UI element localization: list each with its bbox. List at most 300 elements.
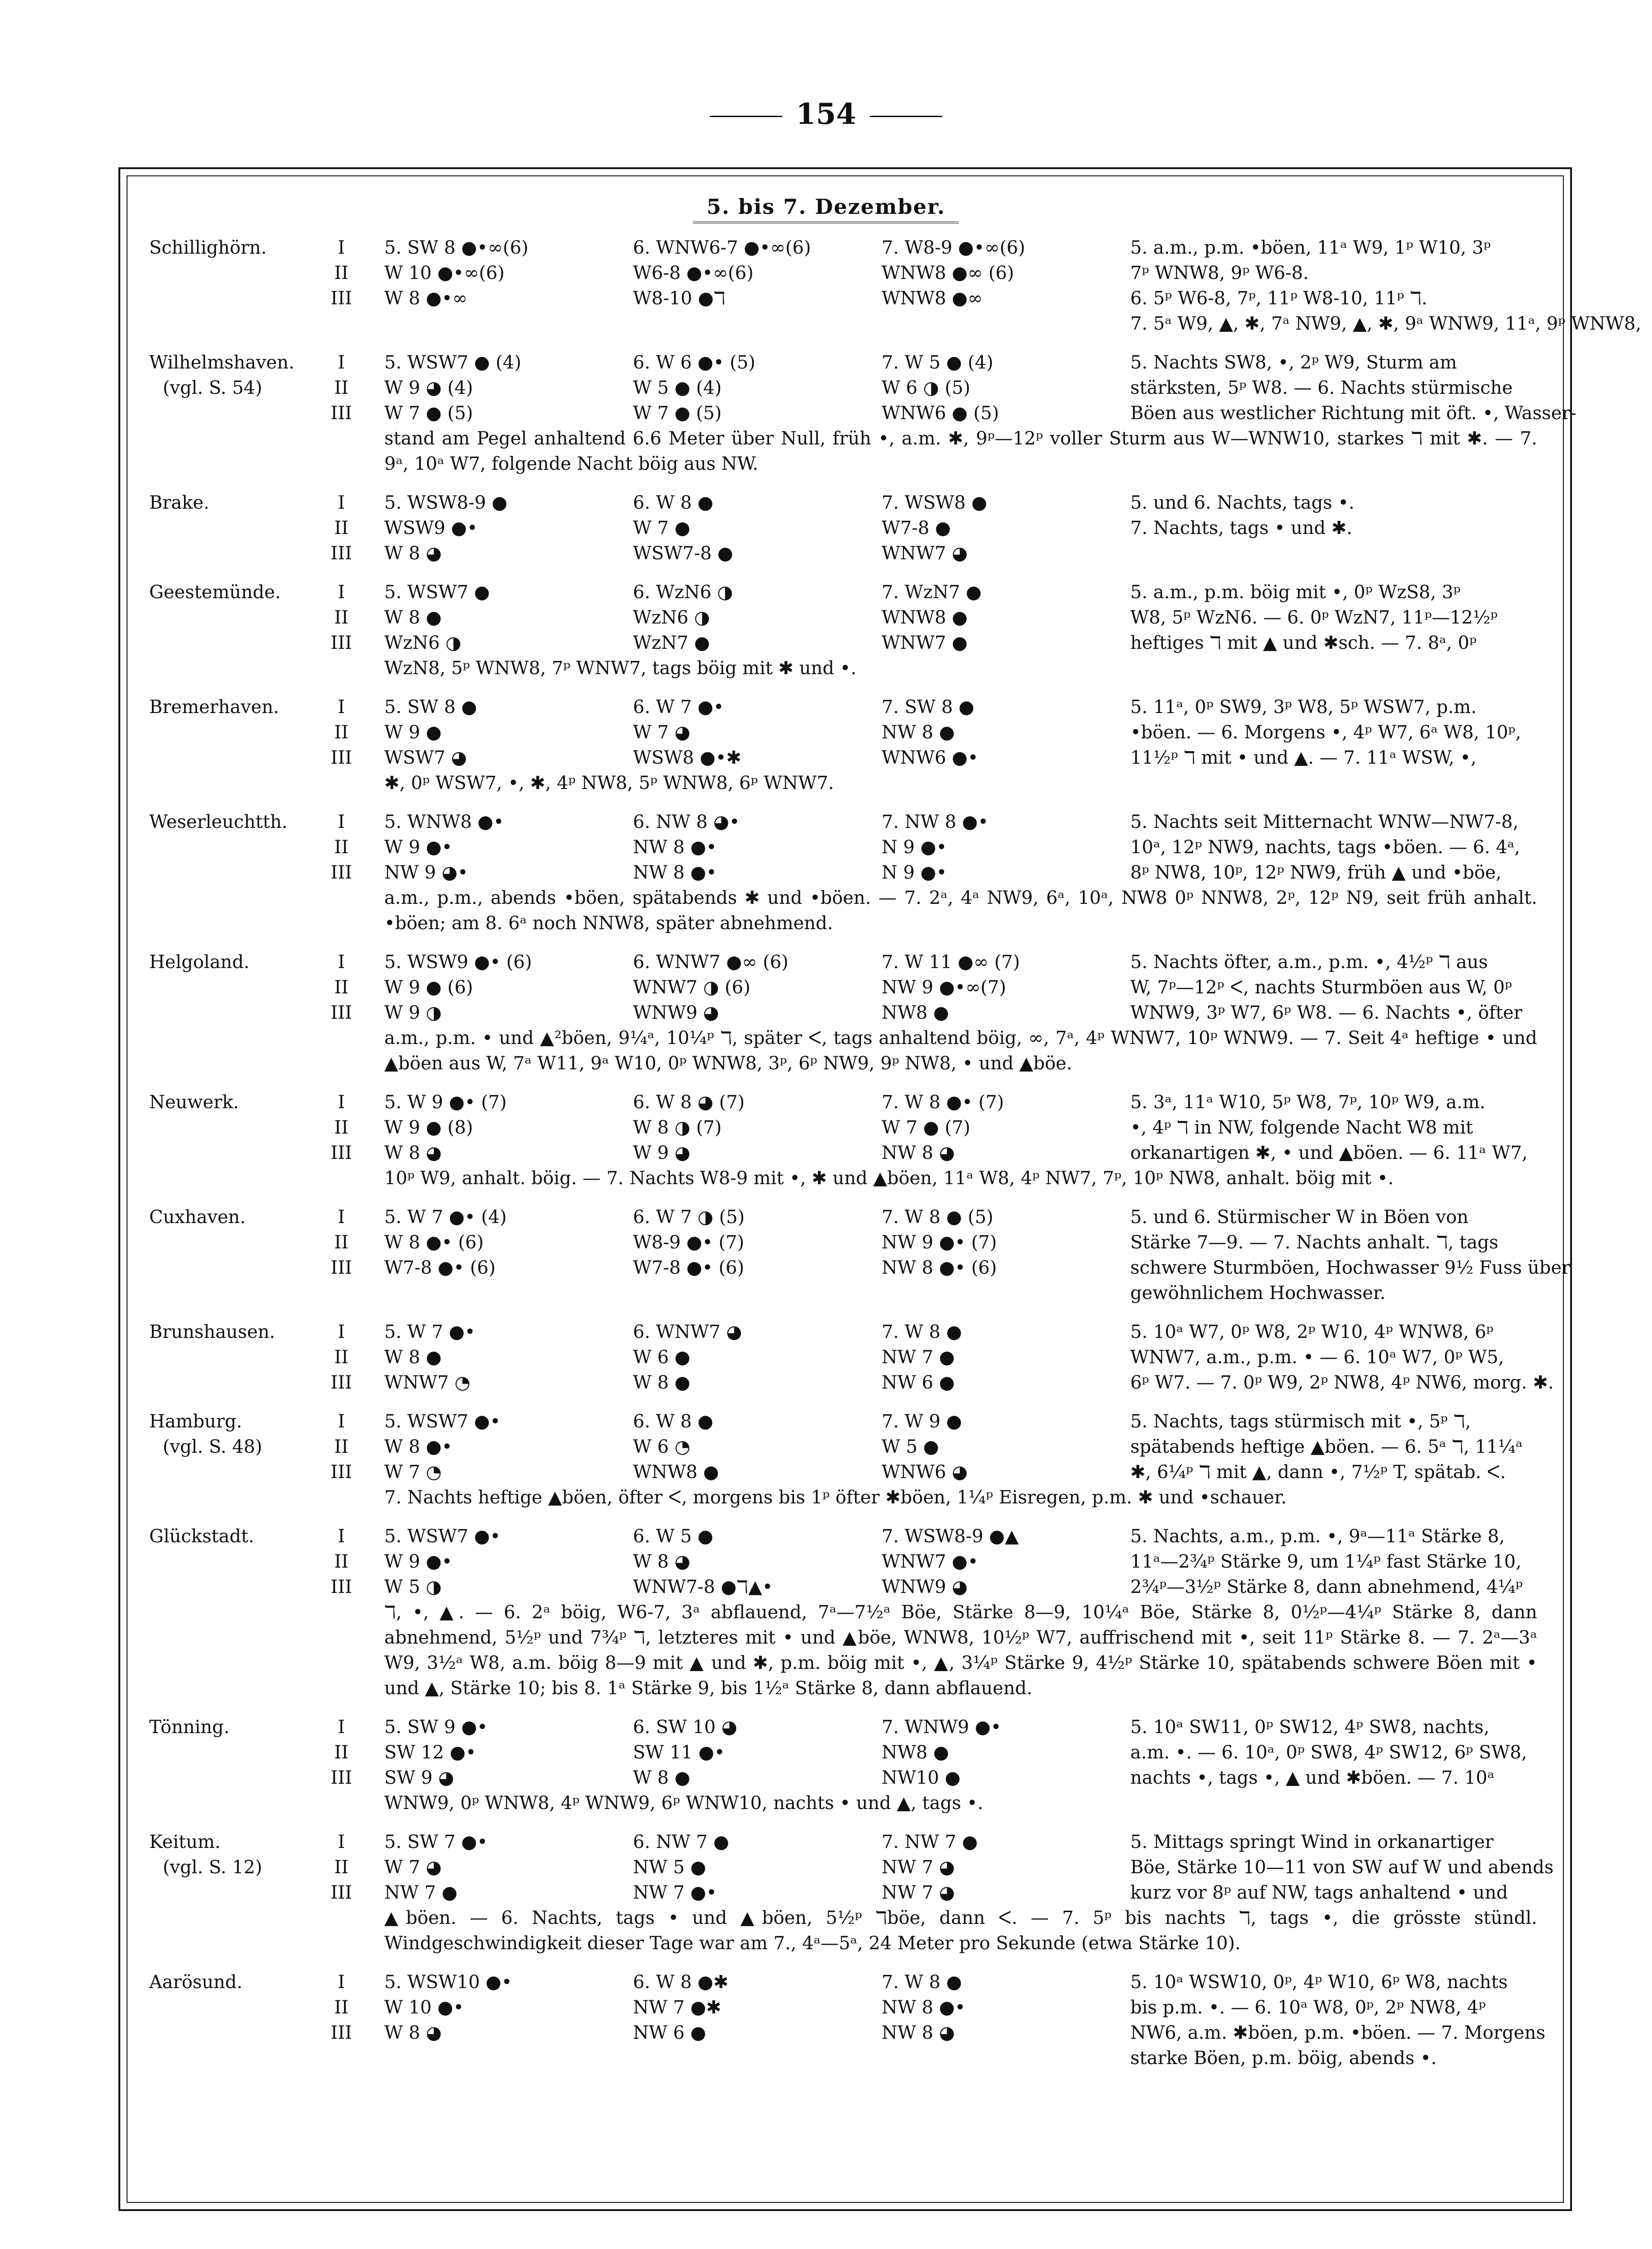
observation-term: II (334, 263, 349, 283)
observation-term: III (330, 1002, 352, 1023)
observation-term: III (330, 543, 352, 564)
remarks-text: 5. a.m., p.m. böig mit •, 0ᵖ WzS8, 3ᵖ (1130, 582, 1461, 603)
remarks-text: spätabends heftige ▲böen. — 6. 5ᵃ ℸ, 11¼ᵃ (1130, 1436, 1523, 1457)
observation-row (149, 975, 1555, 1000)
observation-term: I (338, 352, 345, 373)
day-6-reading: 6. W 5 ● (633, 1526, 713, 1547)
observation-term: I (338, 1832, 345, 1852)
remarks-text: 5. 10ᵃ WSW10, 0ᵖ, 4ᵖ W10, 6ᵖ W8, nachts (1130, 1972, 1508, 1993)
observation-term: I (338, 492, 345, 513)
day-6-reading: W 7 ● (5) (633, 403, 722, 424)
observation-term: I (338, 237, 345, 258)
station-block (149, 580, 1555, 681)
day-5-reading: 5. WSW8-9 ● (384, 492, 508, 513)
day-7-reading: NW 7 ◕ (882, 1882, 955, 1903)
station-name: Brunshausen. (149, 1322, 275, 1342)
observation-row (149, 1345, 1555, 1370)
day-7-reading: 7. WNW9 ●• (882, 1717, 1001, 1738)
day-7-reading: 7. W 8 ●• (7) (882, 1092, 1004, 1113)
day-7-reading: WNW8 ● (882, 607, 968, 628)
day-6-reading: 6. W 6 ●• (5) (633, 352, 755, 373)
remarks-text: ✱, 6¼ᵖ ℸ mit ▲, dann •, 7½ᵖ T, spätab. ᐸ. (1130, 1462, 1506, 1483)
remarks-text: 7ᵖ WNW8, 9ᵖ W6-8. (1130, 263, 1309, 283)
remarks-continuation: ℸ, •, ▲. — 6. 2ᵃ böig, W6-7, 3ᵃ abflauend, 7ᵃ—7½ᵃ Böe, Stärke 8—9, 10¼ᵃ Böe, Stärke 8, 0½ᵖ—4¼ᵖ Stärke 8, dann abnehmend, 5½ᵖ und 7¾ᵖ ℸ, letzteres mit • und ▲böe, WNW8, 10½ᵖ W7, auffrischend mit •, seit 11ᵖ Stärke 8. — 7. 2ᵃ—3ᵃ W9, 3½ᵃ W8, a.m. böig 8—9 mit ▲ und ✱, p.m. böig mit •, ▲, 3¼ᵖ Stärke 9, 4½ᵖ Stärke 10, spätabends schwere Böen mit • und ▲, Stärke 10; bis 8. 1ᵃ Stärke 9, bis 1½ᵃ Stärke 8, dann abflauend. (384, 1602, 1537, 1699)
day-6-reading: W 6 ◔ (633, 1436, 690, 1457)
day-5-reading: NW 9 ◕• (384, 862, 468, 883)
remarks-continuation: a.m., p.m., abends •böen, spätabends ✱ und •böen. — 7. 2ᵃ, 4ᵃ NW9, 6ᵃ, 10ᵃ, NW8 0ᵖ NNW8, 2ᵖ, 12ᵖ N9, seit früh anhalt. •böen; am 8. 6ᵃ noch NNW8, später abnehmend. (384, 888, 1537, 934)
remarks-text: WNW7, a.m., p.m. • — 6. 10ᵃ W7, 0ᵖ W5, (1130, 1347, 1504, 1368)
day-6-reading: 6. W 7 ●• (633, 697, 724, 718)
day-6-reading: SW 11 ●• (633, 1742, 725, 1763)
day-6-reading: W7-8 ●• (6) (633, 1257, 745, 1278)
day-6-reading: 6. SW 10 ◕ (633, 1717, 737, 1738)
day-5-reading: W 9 ● (384, 722, 442, 743)
station-name: Glückstadt. (149, 1526, 254, 1547)
day-7-reading: WNW7 ● (882, 633, 968, 653)
station-block (149, 1090, 1555, 1191)
day-5-reading: SW 12 ●• (384, 1742, 477, 1763)
day-6-reading: NW 7 ●• (633, 1882, 717, 1903)
observation-row (149, 515, 1555, 541)
day-7-reading: N 9 ●• (882, 862, 947, 883)
day-6-reading: 6. W 8 ● (633, 1411, 713, 1432)
remarks-text: 5. und 6. Nachts, tags •. (1130, 492, 1355, 513)
day-6-reading: W 9 ◕ (633, 1143, 690, 1163)
day-5-reading: 5. WNW8 ●• (384, 812, 504, 832)
day-5-reading: W 9 ◕ (4) (384, 378, 473, 398)
station-name: Weserleuchtth. (149, 812, 288, 832)
observation-term: II (334, 1117, 349, 1138)
station-name: Hamburg. (149, 1411, 242, 1432)
day-5-reading: 5. SW 8 ●•∞(6) (384, 237, 529, 258)
day-7-reading: W 6 ◑ (5) (882, 378, 971, 398)
day-5-reading: W 9 ◑ (384, 1002, 442, 1023)
observation-term: II (334, 722, 349, 743)
day-5-reading: NW 7 ● (384, 1882, 458, 1903)
day-7-reading: NW 8 ◕ (882, 1143, 955, 1163)
station-block (149, 235, 1642, 336)
observation-row (149, 490, 1555, 515)
remarks-text: a.m. •. — 6. 10ᵃ, 0ᵖ SW8, 4ᵖ SW12, 6ᵖ SW8, (1130, 1742, 1527, 1763)
observation-term: III (330, 1143, 352, 1163)
day-5-reading: 5. WSW7 ● (4) (384, 352, 521, 373)
observation-row (149, 286, 1555, 311)
day-6-reading: W 8 ◑ (7) (633, 1117, 722, 1138)
day-6-reading: WNW8 ● (633, 1462, 719, 1483)
day-6-reading: 6. NW 8 ◕• (633, 812, 740, 832)
observation-row (149, 260, 1555, 286)
remarks-text: 8ᵖ NW8, 10ᵖ, 12ᵖ NW9, früh ▲ und •böe, (1130, 862, 1502, 883)
day-6-reading: W 7 ◕ (633, 722, 690, 743)
observation-term: III (330, 1257, 352, 1278)
day-6-reading: NW 8 ●• (633, 862, 717, 883)
observation-row (149, 630, 1555, 656)
observation-row (149, 950, 1555, 975)
observation-row (149, 375, 1555, 401)
day-7-reading: W7-8 ● (882, 518, 951, 539)
remarks-text: Böe, Stärke 10—11 von SW auf W und abends (1130, 1857, 1554, 1878)
remarks-text: 5. Nachts, a.m., p.m. •, 9ᵃ—11ᵃ Stärke 8, (1130, 1526, 1505, 1547)
day-7-reading: 7. NW 8 ●• (882, 812, 989, 832)
station-name: Aarösund. (149, 1972, 243, 1993)
station-block (149, 1319, 1555, 1395)
day-6-reading: WSW7-8 ● (633, 543, 733, 564)
station-table (149, 235, 1642, 2084)
observation-row (149, 1230, 1555, 1255)
observation-row (149, 1715, 1555, 1740)
day-7-reading: NW8 ● (882, 1002, 949, 1023)
remarks-text: heftiges ℸ mit ▲ und ✱sch. — 7. 8ᵃ, 0ᵖ (1130, 633, 1477, 653)
remarks-text: WNW9, 3ᵖ W7, 6ᵖ W8. — 6. Nachts •, öfter (1130, 1002, 1523, 1023)
station-name: Geestemünde. (149, 582, 281, 603)
day-5-reading: W 8 ● (384, 607, 442, 628)
day-5-reading: W 7 ◕ (384, 1857, 442, 1878)
day-5-reading: W 9 ●• (384, 1551, 453, 1572)
section-title (0, 194, 1652, 219)
observation-term: II (334, 607, 349, 628)
remarks-text: 5. 11ᵃ, 0ᵖ SW9, 3ᵖ W8, 5ᵖ WSW7, p.m. (1130, 697, 1477, 718)
day-6-reading: 6. WNW7 ◕ (633, 1322, 742, 1342)
day-7-reading: N 9 ●• (882, 837, 947, 858)
remarks-text: 5. Nachts, tags stürmisch mit •, 5ᵖ ℸ, (1130, 1411, 1471, 1432)
day-6-reading: WNW9 ◕ (633, 1002, 719, 1023)
observation-term: I (338, 582, 345, 603)
station-block (149, 1829, 1555, 1956)
day-6-reading: W6-8 ●•∞(6) (633, 263, 754, 283)
observation-row (149, 2046, 1555, 2071)
observation-row (149, 745, 1555, 770)
header-rule-right (870, 116, 942, 117)
observation-term: II (334, 1347, 349, 1368)
day-7-reading: 7. SW 8 ● (882, 697, 975, 718)
station-reference: (vgl. S. 54) (163, 378, 262, 398)
remarks-text: 6ᵖ W7. — 7. 0ᵖ W9, 2ᵖ NW8, 4ᵖ NW6, morg. ✱. (1130, 1372, 1554, 1393)
day-7-reading: NW10 ● (882, 1767, 961, 1788)
observation-row (149, 1000, 1555, 1025)
observation-term: III (330, 633, 352, 653)
day-5-reading: WSW7 ◕ (384, 747, 467, 768)
remarks-text: gewöhnlichem Hochwasser. (1130, 1283, 1386, 1304)
day-7-reading: NW 6 ● (882, 1372, 955, 1393)
day-6-reading: 6. NW 7 ● (633, 1832, 729, 1852)
remarks-text: Stärke 7—9. — 7. Nachts anhalt. ℸ, tags (1130, 1232, 1499, 1253)
day-6-reading: W 8 ◕ (633, 1551, 690, 1572)
remarks-text: 5. Nachts SW8, •, 2ᵖ W9, Sturm am (1130, 352, 1457, 373)
observation-row (149, 1829, 1555, 1855)
remarks-text: nachts •, tags •, ▲ und ✱böen. — 7. 10ᵃ (1130, 1767, 1495, 1788)
observation-row (149, 1319, 1555, 1345)
station-name: Wilhelmshaven. (149, 352, 295, 373)
day-7-reading: NW 9 ●•∞(7) (882, 977, 1006, 998)
remarks-text: 5. Mittags springt Wind in orkanartiger (1130, 1832, 1494, 1852)
observation-row (149, 1205, 1555, 1230)
day-7-reading: NW 8 ◕ (882, 2022, 955, 2043)
observation-row (149, 580, 1555, 605)
observation-term: III (330, 1577, 352, 1597)
observation-term: III (330, 403, 352, 424)
observation-term: I (338, 1526, 345, 1547)
remarks-text: 6. 5ᵖ W6-8, 7ᵖ, 11ᵖ W8-10, 11ᵖ ℸ. (1130, 288, 1427, 309)
day-7-reading: NW 9 ●• (7) (882, 1232, 997, 1253)
day-6-reading: 6. W 7 ◑ (5) (633, 1207, 745, 1228)
day-7-reading: 7. NW 7 ● (882, 1832, 978, 1852)
remarks-text: 11ᵃ—2¾ᵖ Stärke 9, um 1¼ᵖ fast Stärke 10, (1130, 1551, 1522, 1572)
day-5-reading: 5. W 7 ●• (4) (384, 1207, 507, 1228)
remarks-text: 5. 10ᵃ SW11, 0ᵖ SW12, 4ᵖ SW8, nachts, (1130, 1717, 1490, 1738)
observation-term: II (334, 1232, 349, 1253)
observation-term: I (338, 1207, 345, 1228)
day-5-reading: W 8 ◕ (384, 2022, 442, 2043)
observation-term: III (330, 1767, 352, 1788)
day-5-reading: W 7 ◔ (384, 1462, 442, 1483)
station-reference: (vgl. S. 48) (163, 1436, 262, 1457)
remarks-text: 5. und 6. Stürmischer W in Böen von (1130, 1207, 1469, 1228)
observation-term: III (330, 288, 352, 309)
remarks-text: 7. 5ᵃ W9, ▲, ✱, 7ᵃ NW9, ▲, ✱, 9ᵃ WNW9, 11ᵃ, 9ᵖ WNW8, (1130, 313, 1642, 334)
day-7-reading: WNW8 ●∞ (882, 288, 983, 309)
remarks-text: •böen. — 6. Morgens •, 4ᵖ W7, 6ᵃ W8, 10ᵖ, (1130, 722, 1521, 743)
day-6-reading: 6. W 8 ●✱ (633, 1972, 729, 1993)
day-7-reading: 7. W 11 ●∞ (7) (882, 952, 1020, 973)
remarks-text: starke Böen, p.m. böig, abends •. (1130, 2048, 1437, 2069)
remarks-text: bis p.m. •. — 6. 10ᵃ W8, 0ᵖ, 2ᵖ NW8, 4ᵖ (1130, 1997, 1486, 2018)
observation-row (149, 1765, 1555, 1791)
day-5-reading: W 7 ● (5) (384, 403, 473, 424)
observation-term: III (330, 1882, 352, 1903)
day-6-reading: NW 7 ●✱ (633, 1997, 722, 2018)
remarks-continuation: 7. Nachts heftige ▲böen, öfter ᐸ, morgens bis 1ᵖ öfter ✱böen, 1¼ᵖ Eisregen, p.m. ✱ und •schauer. (384, 1487, 1287, 1508)
observation-row (149, 1115, 1555, 1140)
day-6-reading: W8-10 ●ℸ (633, 288, 726, 309)
remarks-continuation: ▲böen. — 6. Nachts, tags • und ▲böen, 5½ᵖ ℸböe, dann ᐸ. — 7. 5ᵖ bis nachts ℸ, tags •, die grösste stündl. Windgeschwindigkeit dieser Tage war am 7., 4ᵃ—5ᵃ, 24 Meter pro Sekunde (etwa Stärke 10). (384, 1908, 1537, 1954)
station-name: Schillighörn. (149, 237, 267, 258)
day-5-reading: WSW9 ●• (384, 518, 478, 539)
day-5-reading: W 8 ● (384, 1347, 442, 1368)
day-6-reading: W 6 ● (633, 1347, 690, 1368)
day-6-reading: NW 6 ● (633, 2022, 706, 2043)
remarks-continuation: stand am Pegel anhaltend 6.6 Meter über Null, früh •, a.m. ✱, 9ᵖ—12ᵖ voller Sturm aus W—WNW10, starkes ℸ mit ✱. — 7. 9ᵃ, 10ᵃ W7, folgende Nacht böig aus NW. (384, 428, 1537, 474)
day-6-reading: WzN6 ◑ (633, 607, 710, 628)
observation-term: I (338, 1411, 345, 1432)
day-5-reading: 5. WSW7 ●• (384, 1411, 501, 1432)
day-5-reading: 5. WSW9 ●• (6) (384, 952, 532, 973)
observation-row (149, 1140, 1555, 1166)
day-6-reading: W 8 ● (633, 1767, 690, 1788)
remarks-continuation: ✱, 0ᵖ WSW7, •, ✱, 4ᵖ NW8, 5ᵖ WNW8, 6ᵖ WNW7. (384, 773, 834, 794)
observation-row (149, 235, 1555, 260)
observation-row (149, 350, 1555, 375)
remarks-continuation: 10ᵖ W9, anhalt. böig. — 7. Nachts W8-9 mit •, ✱ und ▲böen, 11ᵃ W8, 4ᵖ NW7, 7ᵖ, 10ᵖ NW8, anhalt. böig mit •. (384, 1168, 1394, 1189)
observation-row (149, 1740, 1555, 1765)
day-6-reading: WSW8 ●•✱ (633, 747, 741, 768)
section-title-text: 5. bis 7. Dezember. (693, 194, 959, 223)
day-7-reading: 7. W 8 ● (882, 1972, 962, 1993)
remarks-text: 5. 10ᵃ W7, 0ᵖ W8, 2ᵖ W10, 4ᵖ WNW8, 6ᵖ (1130, 1322, 1494, 1342)
day-7-reading: NW 8 ● (882, 722, 955, 743)
remarks-text: 5. a.m., p.m. •böen, 11ᵃ W9, 1ᵖ W10, 3ᵖ (1130, 237, 1491, 258)
observation-row (149, 1970, 1555, 1995)
remarks-text: 5. Nachts öfter, a.m., p.m. •, 4½ᵖ ℸ aus (1130, 952, 1488, 973)
station-block (149, 350, 1577, 477)
day-7-reading: NW8 ● (882, 1742, 949, 1763)
day-6-reading: WNW7 ◑ (6) (633, 977, 750, 998)
observation-term: II (334, 977, 349, 998)
station-name: Keitum. (149, 1832, 221, 1852)
observation-term: II (334, 378, 349, 398)
day-7-reading: W 5 ● (882, 1436, 939, 1457)
day-7-reading: 7. WSW8-9 ●▲ (882, 1526, 1019, 1547)
remarks-text: NW6, a.m. ✱böen, p.m. •böen. — 7. Morgens (1130, 2022, 1546, 2043)
day-7-reading: 7. WSW8 ● (882, 492, 987, 513)
page-number: 154 (796, 97, 856, 131)
station-name: Tönning. (149, 1717, 230, 1738)
observation-row (149, 1880, 1555, 1905)
day-6-reading: W 8 ● (633, 1372, 690, 1393)
page-number-header (0, 97, 1652, 131)
remarks-continuation: a.m., p.m. • und ▲²böen, 9¼ᵃ, 10¼ᵖ ℸ, später ᐸ, tags anhaltend böig, ∞, 7ᵃ, 4ᵖ WNW7, 10ᵖ WNW9. — 7. Seit 4ᵃ heftige • und ▲böen aus W, 7ᵃ W11, 9ᵃ W10, 0ᵖ WNW8, 3ᵖ, 6ᵖ NW9, 9ᵖ NW8, • und ▲böe. (384, 1028, 1537, 1074)
day-5-reading: 5. WSW7 ●• (384, 1526, 501, 1547)
day-7-reading: NW 7 ● (882, 1347, 955, 1368)
observation-term: I (338, 1717, 345, 1738)
observation-term: III (330, 1372, 352, 1393)
day-6-reading: WNW7-8 ●ℸ▲• (633, 1577, 773, 1597)
observation-row (149, 720, 1555, 745)
remarks-continuation: WNW9, 0ᵖ WNW8, 4ᵖ WNW9, 6ᵖ WNW10, nachts • und ▲, tags •. (384, 1793, 983, 1814)
station-block (149, 1409, 1555, 1510)
station-block (149, 950, 1555, 1076)
observation-row (149, 1524, 1555, 1549)
day-7-reading: WNW9 ◕ (882, 1577, 968, 1597)
observation-row (149, 1255, 1571, 1280)
observation-row (149, 311, 1642, 336)
day-7-reading: NW 8 ●• (6) (882, 1257, 997, 1278)
remarks-text: W, 7ᵖ—12ᵖ ᐸ, nachts Sturmböen aus W, 0ᵖ (1130, 977, 1512, 998)
station-block (149, 1715, 1555, 1816)
day-5-reading: W 9 ● (6) (384, 977, 473, 998)
observation-term: I (338, 952, 345, 973)
observation-row (149, 1574, 1555, 1600)
observation-term: II (334, 1551, 349, 1572)
day-7-reading: NW 7 ◕ (882, 1857, 955, 1878)
day-7-reading: 7. W 5 ● (4) (882, 352, 994, 373)
day-5-reading: W 5 ◑ (384, 1577, 442, 1597)
day-5-reading: W7-8 ●• (6) (384, 1257, 496, 1278)
station-name: Bremerhaven. (149, 697, 279, 718)
header-rule-left (710, 116, 782, 117)
observation-term: I (338, 1092, 345, 1113)
day-5-reading: 5. W 9 ●• (7) (384, 1092, 507, 1113)
observation-row (149, 1434, 1555, 1460)
observation-row (149, 541, 1555, 566)
day-6-reading: W 5 ● (4) (633, 378, 722, 398)
remarks-text: W8, 5ᵖ WzN6. — 6. 0ᵖ WzN7, 11ᵖ—12½ᵖ (1130, 607, 1498, 628)
observation-term: III (330, 1462, 352, 1483)
day-7-reading: WNW6 ●• (882, 747, 978, 768)
remarks-text: 10ᵃ, 12ᵖ NW9, nachts, tags •böen. — 6. 4ᵃ, (1130, 837, 1520, 858)
observation-row (149, 835, 1555, 860)
observation-row (149, 860, 1555, 885)
observation-term: II (334, 1997, 349, 2018)
day-7-reading: 7. W 8 ● (5) (882, 1207, 994, 1228)
day-7-reading: WNW6 ● (5) (882, 403, 999, 424)
day-7-reading: NW 8 ●• (882, 1997, 966, 2018)
observation-term: II (334, 518, 349, 539)
observation-row (149, 401, 1577, 426)
day-7-reading: WNW7 ◕ (882, 543, 968, 564)
day-5-reading: 5. SW 8 ● (384, 697, 477, 718)
station-block (149, 490, 1555, 566)
observation-term: II (334, 837, 349, 858)
station-name: Helgoland. (149, 952, 250, 973)
day-6-reading: NW 8 ●• (633, 837, 717, 858)
day-7-reading: WNW7 ●• (882, 1551, 978, 1572)
remarks-continuation: WzN8, 5ᵖ WNW8, 7ᵖ WNW7, tags böig mit ✱ und •. (384, 658, 857, 679)
day-5-reading: W 9 ●• (384, 837, 453, 858)
day-5-reading: 5. W 7 ●• (384, 1322, 476, 1342)
observation-term: II (334, 1857, 349, 1878)
day-6-reading: W8-9 ●• (7) (633, 1232, 745, 1253)
day-7-reading: 7. W 9 ● (882, 1411, 962, 1432)
remarks-text: stärksten, 5ᵖ W8. — 6. Nachts stürmische (1130, 378, 1513, 398)
day-7-reading: WNW6 ◕ (882, 1462, 968, 1483)
station-block (149, 1524, 1555, 1701)
day-7-reading: 7. W8-9 ●•∞(6) (882, 237, 1025, 258)
day-7-reading: 7. WzN7 ● (882, 582, 982, 603)
day-6-reading: 6. W 8 ● (633, 492, 713, 513)
station-block (149, 1205, 1571, 1306)
observation-row (149, 1855, 1555, 1880)
remarks-text: schwere Sturmböen, Hochwasser 9½ Fuss über (1130, 1257, 1571, 1278)
station-block (149, 695, 1555, 796)
day-6-reading: 6. WNW6-7 ●•∞(6) (633, 237, 811, 258)
observation-row (149, 1409, 1555, 1434)
day-5-reading: 5. SW 9 ●• (384, 1717, 488, 1738)
day-6-reading: W 7 ● (633, 518, 690, 539)
day-6-reading: 6. W 8 ◕ (7) (633, 1092, 745, 1113)
day-5-reading: W 8 ●• (384, 1436, 453, 1457)
day-6-reading: 6. WNW7 ●∞ (6) (633, 952, 788, 973)
observation-row (149, 1370, 1555, 1395)
observation-row (149, 1549, 1555, 1574)
day-5-reading: W 10 ●• (384, 1997, 464, 2018)
day-5-reading: W 8 ◕ (384, 543, 442, 564)
day-5-reading: 5. WSW7 ● (384, 582, 490, 603)
remarks-text: •, 4ᵖ ℸ in NW, folgende Nacht W8 mit (1130, 1117, 1473, 1138)
day-6-reading: WzN7 ● (633, 633, 710, 653)
day-5-reading: 5. SW 7 ●• (384, 1832, 488, 1852)
day-5-reading: SW 9 ◕ (384, 1767, 454, 1788)
observation-term: I (338, 1972, 345, 1993)
observation-row (149, 1090, 1555, 1115)
observation-row (149, 1280, 1555, 1306)
observation-term: III (330, 862, 352, 883)
observation-term: I (338, 697, 345, 718)
observation-row (149, 809, 1555, 835)
day-5-reading: W 8 ●• (6) (384, 1232, 484, 1253)
day-7-reading: W 7 ● (7) (882, 1117, 971, 1138)
observation-row (149, 695, 1555, 720)
observation-row (149, 1460, 1555, 1485)
station-name: Brake. (149, 492, 209, 513)
day-5-reading: W 10 ●•∞(6) (384, 263, 505, 283)
remarks-text: 5. Nachts seit Mitternacht WNW—NW7-8, (1130, 812, 1519, 832)
remarks-text: kurz vor 8ᵖ auf NW, tags anhaltend • und (1130, 1882, 1508, 1903)
day-6-reading: 6. WzN6 ◑ (633, 582, 733, 603)
day-5-reading: WzN6 ◑ (384, 633, 462, 653)
observation-term: I (338, 1322, 345, 1342)
day-7-reading: 7. W 8 ● (882, 1322, 962, 1342)
observation-row (149, 605, 1555, 630)
